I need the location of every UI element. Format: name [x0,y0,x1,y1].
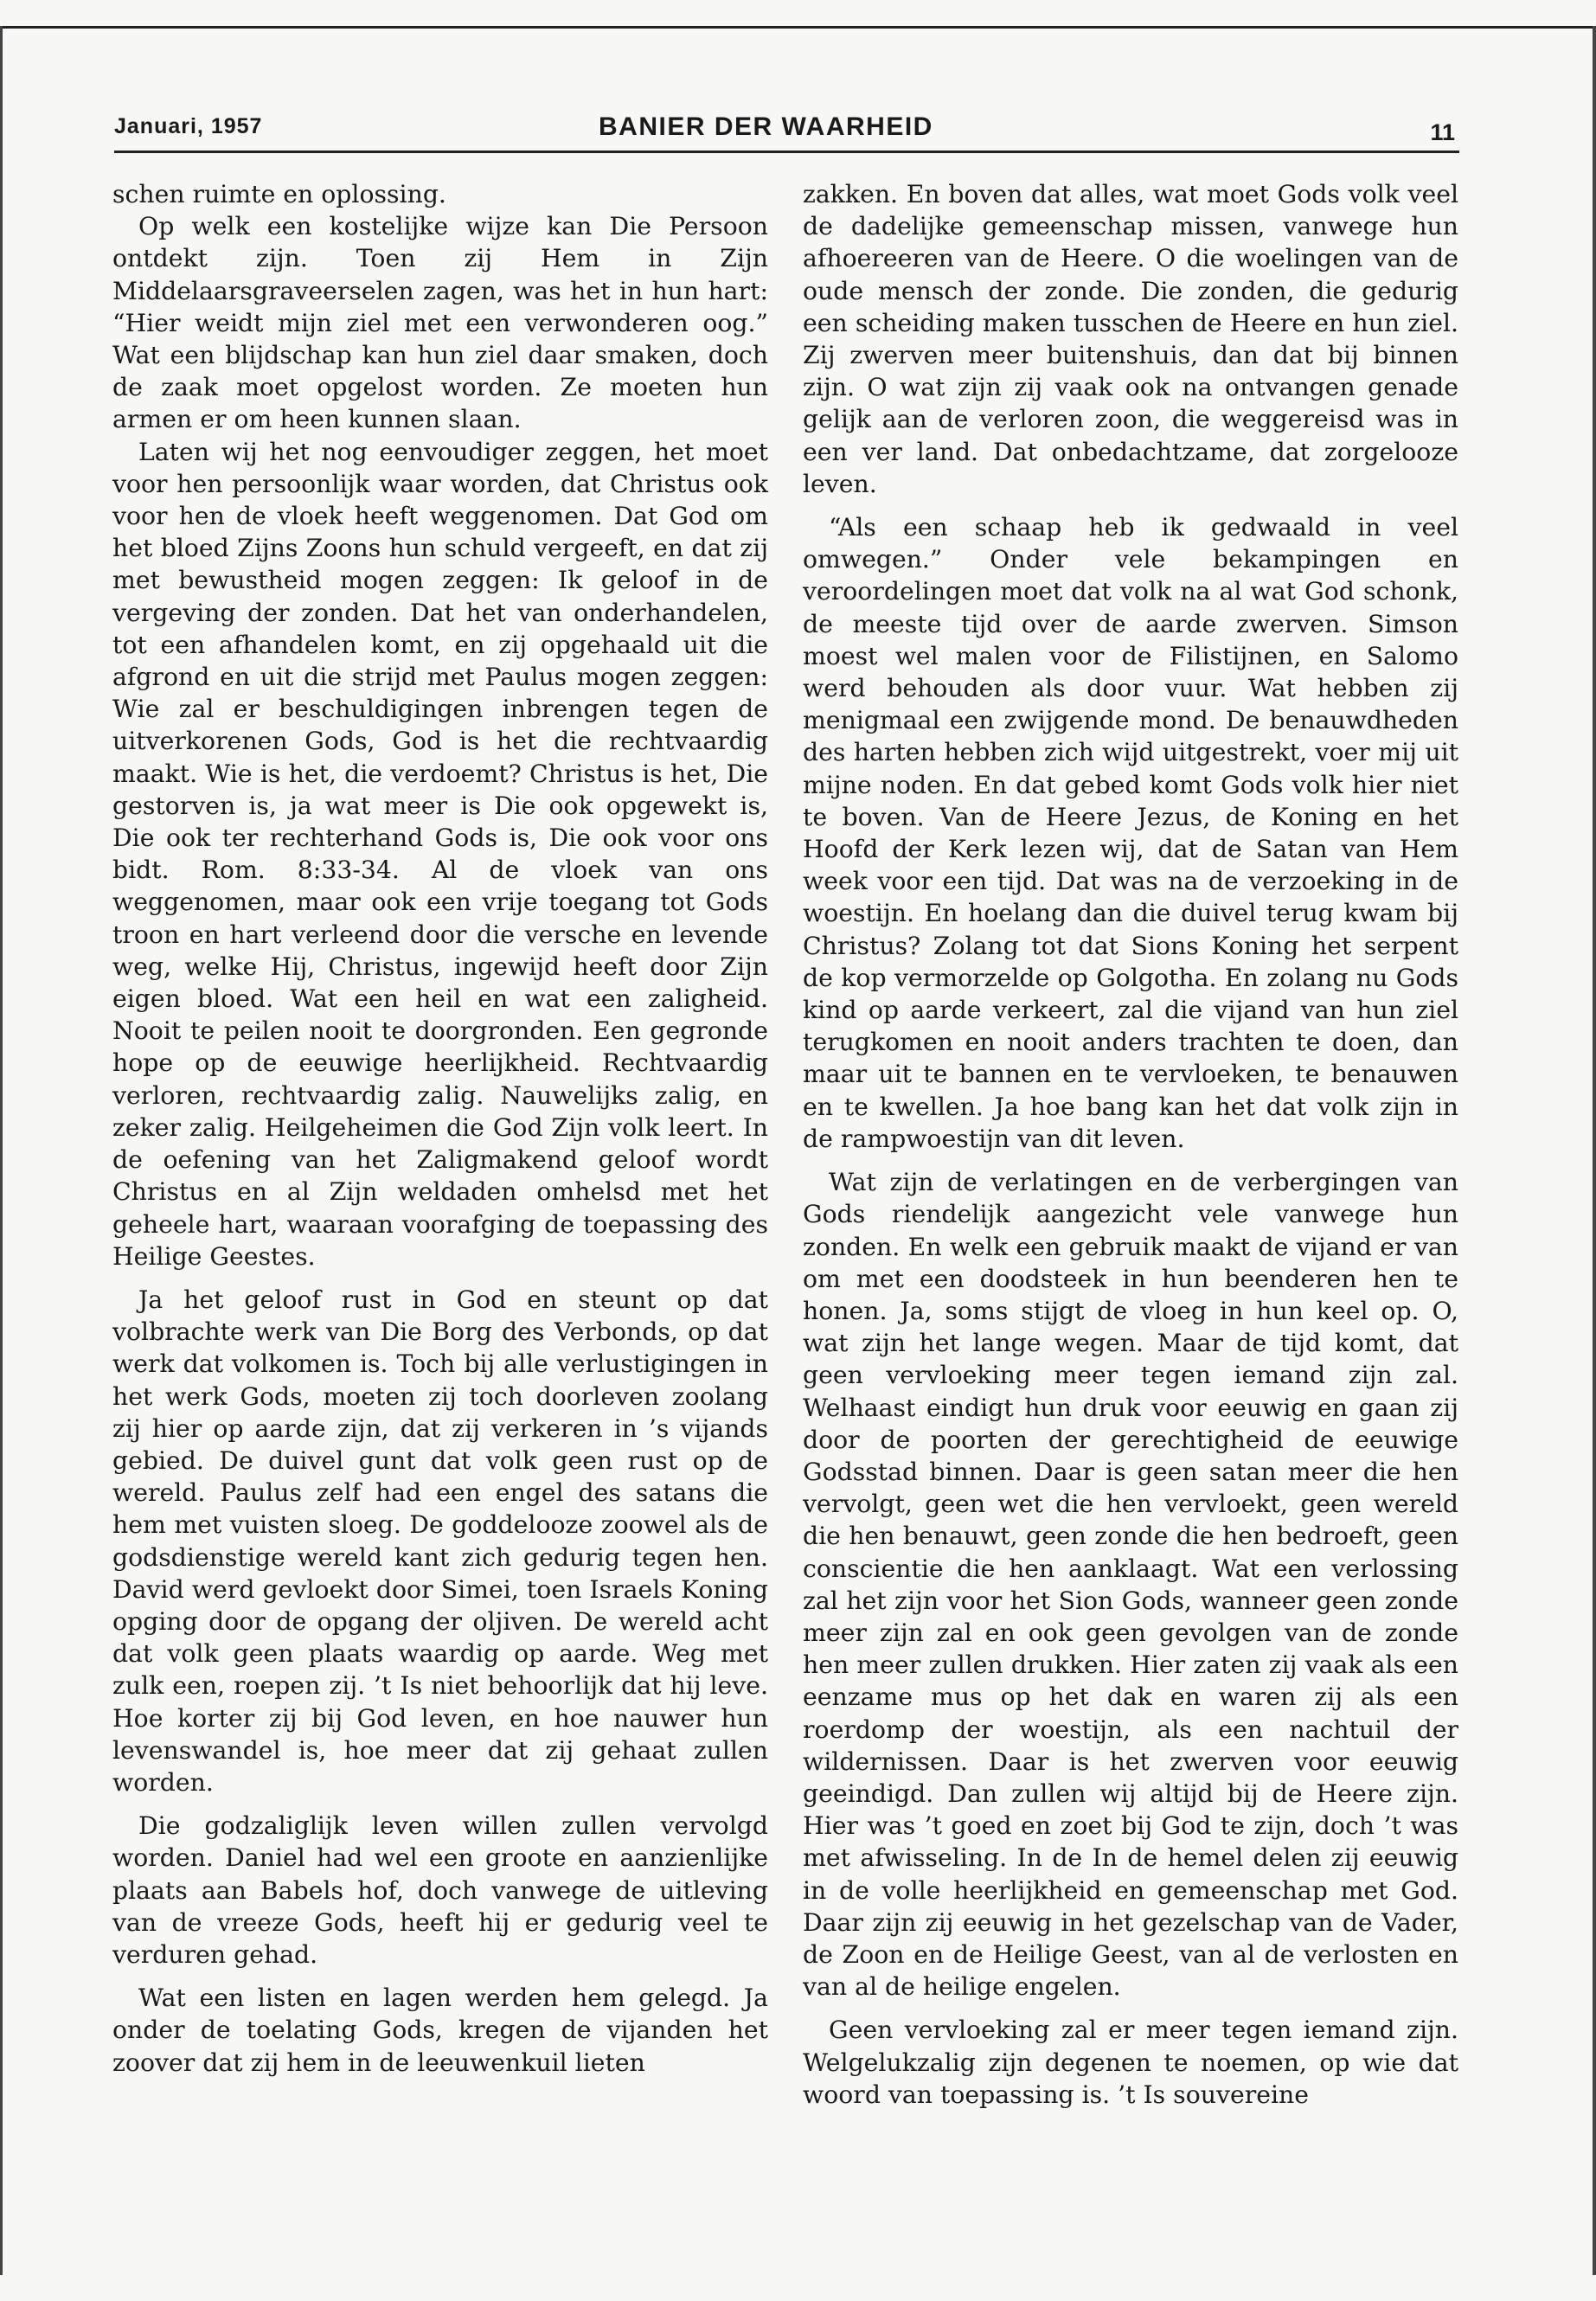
left-column [112,178,768,2079]
paragraph: Die godzaliglijk leven willen zullen vervolgd worden. Daniel had wel een groote en aanzienlijke plaats aan Babels hof, doch vanwege de uitleving van de vreeze Gods, heeft hij er gedurig veel te verduren gehad. [112,1811,768,1969]
paragraph: zakken. En boven dat alles, wat moet Gods volk veel de dadelijke gemeenschap missen, vanwege hun afhoereeren van de Heere. O die woelingen van de oude mensch der zonde. Die zonden, die gedurig een scheiding maken tusschen de Heere en hun ziel. Zij zwerven meer buitenshuis, dan dat bij binnen zijn. O wat zijn zij vaak ook na ontvangen genade gelijk aan de verloren zoon, die weggereisd was in een ver land. Dat onbedachtzame, dat zorgelooze leven. [803,180,1458,498]
scan-edge-left [0,26,3,2275]
scan-edge-top [0,26,1596,29]
running-header [114,111,1455,149]
paragraph: Wat zijn de verlatingen en de verbergingen van Gods riendelijk aangezicht vele vanwege hun zonden. En welk een gebruik maakt de vijand er van om met een doodsteek in hun beenderen hen te honen. Ja, soms stijgt de vloeg in hun keel op. O, wat zijn het lange wegen. Maar de tijd komt, dat geen vervloeking meer tegen iemand zijn zal. Welhaast eindigt hun druk voor eeuwig en gaan zij door de poorten der gerechtigheid de eeuwige Godsstad binnen. Daar is geen satan meer die hen vervolgt, geen wet die hen vervloekt, geen wereld die hen benauwt, geen zonde die hen bedroeft, geen conscientie die hen aanklaagt. Wat een verlossing zal het zijn voor het Sion Gods, wanneer geen zonde meer zijn zal en ook geen gevolgen van de zonde hen meer zullen drukken. Hier zaten zij vaak als een eenzame mus op het dak en waren zij als een roerdomp der woestijn, als een nachtuil der wildernissen. Daar is het zwerven voor eeuwig geeindigd. Dan zullen wij altijd bij de Heere zijn. Hier was ’t goed en zoet bij God te zijn, doch ’t was met afwisseling. In de In de hemel delen zij eeuwig in de volle heerlijkheid en gemeenschap met God. Daar zijn zij eeuwig in het gezelschap van de Vader, de Zoon en de Heilige Geest, van al de verlosten en van al de heilige engelen. [803,1168,1458,2002]
paragraph: Op welk een kostelijke wijze kan Die Persoon ontdekt zijn. Toen zij Hem in Zijn Middelaarsgraveerselen zagen, was het in hun hart: “Hier weidt mijn ziel met een verwonderen oog.” Wat een blijdschap kan hun ziel daar smaken, doch de zaak moet opgelost worden. Ze moeten hun armen er om heen kunnen slaan. [112,212,768,434]
paragraph: schen ruimte en oplossing. [112,180,446,208]
publication-title: BANIER DER WAARHEID [599,112,933,141]
header-rule [114,151,1459,153]
paragraph: Ja het geloof rust in God en steunt op dat volbrachte werk van Die Borg des Verbonds, op dat werk dat volkomen is. Toch bij alle verlustigingen in het werk Gods, moeten zij toch doorleven zoolang zij hier op aarde zijn, dat zij verkeren in ’s vijands gebied. De duivel gunt dat volk geen rust op de wereld. Paulus zelf had een engel des satans die hem met vuisten sloeg. De goddelooze zoowel als de godsdienstige wereld kant zich gedurig tegen hen. David werd gevloekt door Simei, toen Israels Koning opging door de opgang der oljiven. De wereld acht dat volk geen plaats waardig op aarde. Weg met zulk een, roepen zij. ’t Is niet behoorlijk dat hij leve. Hoe korter zij bij God leven, en hoe nauwer hun levenswandel is, hoe meer dat zij gehaat zullen worden. [112,1285,768,1797]
scan-edge-right [1593,26,1596,2275]
paragraph: “Als een schaap heb ik gedwaald in veel omwegen.” Onder vele bekampingen en veroordelingen moet dat volk na al wat God schonk, de meeste tijd over de aarde zwerven. Simson moest wel malen voor de Filistijnen, en Salomo werd behouden als door vuur. Wat hebben zij menigmaal een zwijgende mond. De benauwdheden des harten hebben zich wijd uitgestrekt, voer mij uit mijne noden. En dat gebed komt Gods volk hier niet te boven. Van de Heere Jezus, de Koning en het Hoofd der Kerk lezen wij, dat de Satan van Hem week voor een tijd. Dat was na de verzoeking in de woestijn. En hoelang dan die duivel terug kwam bij Christus? Zolang tot dat Sions Koning het serpent de kop vermorzelde op Golgotha. En zolang nu Gods kind op aarde verkeert, zal die vijand van hun ziel terugkomen en nooit anders trachten te doen, dan maar uit te bannen en te vervloeken, te benauwen en te kwellen. Ja hoe bang kan het dat volk zijn in de rampwoestijn van dit leven. [803,513,1458,1153]
right-column [803,178,1458,2111]
page-number: 11 [1430,119,1455,145]
header-date: Januari, 1957 [114,114,263,138]
paragraph: Wat een listen en lagen werden hem gelegd. Ja onder de toelating Gods, kregen de vijanden het zoover dat zij hem in de leeuwenkuil lieten [112,1984,768,2077]
paragraph: Geen vervloeking zal er meer tegen iemand zijn. Welgelukzalig zijn degenen te noemen, op wie dat woord van toepassing is. ’t Is souvereine [803,2016,1458,2109]
paragraph: Laten wij het nog eenvoudiger zeggen, het moet voor hen persoonlijk waar worden, dat Christus ook voor hen de vloek heeft weggenomen. Dat God om het bloed Zijns Zoons hun schuld vergeeft, en dat zij met bewustheid mogen zeggen: Ik geloof in de vergeving der zonden. Dat het van onderhandelen, tot een afhandelen komt, en zij opgehaald uit die afgrond en uit die strijd met Paulus mogen zeggen: Wie zal er beschuldigingen inbrengen tegen de uitverkorenen Gods, God is het die rechtvaardig maakt. Wie is het, die verdoemt? Christus is het, Die gestorven is, ja wat meer is Die ook opgewekt is, Die ook ter rechterhand Gods is, Die ook voor ons bidt. Rom. 8:33-34. Al de vloek van ons weggenomen, maar ook een vrije toegang tot Gods troon en hart verleend door die versche en levende weg, welke Hij, Christus, ingewijd heeft door Zijn eigen bloed. Wat een heil en wat een zaligheid. Nooit te peilen nooit te doorgronden. Een gegronde hope op de eeuwige heerlijkheid. Rechtvaardig verloren, rechtvaardig zalig. Nauwelijks zalig, en zeker zalig. Heilgeheimen die God Zijn volk leert. In de oefening van het Zaligmakend geloof wordt Christus en al Zijn weldaden omhelsd met het geheele hart, waaraan voorafging de toepassing des Heilige Geestes. [112,437,768,1271]
